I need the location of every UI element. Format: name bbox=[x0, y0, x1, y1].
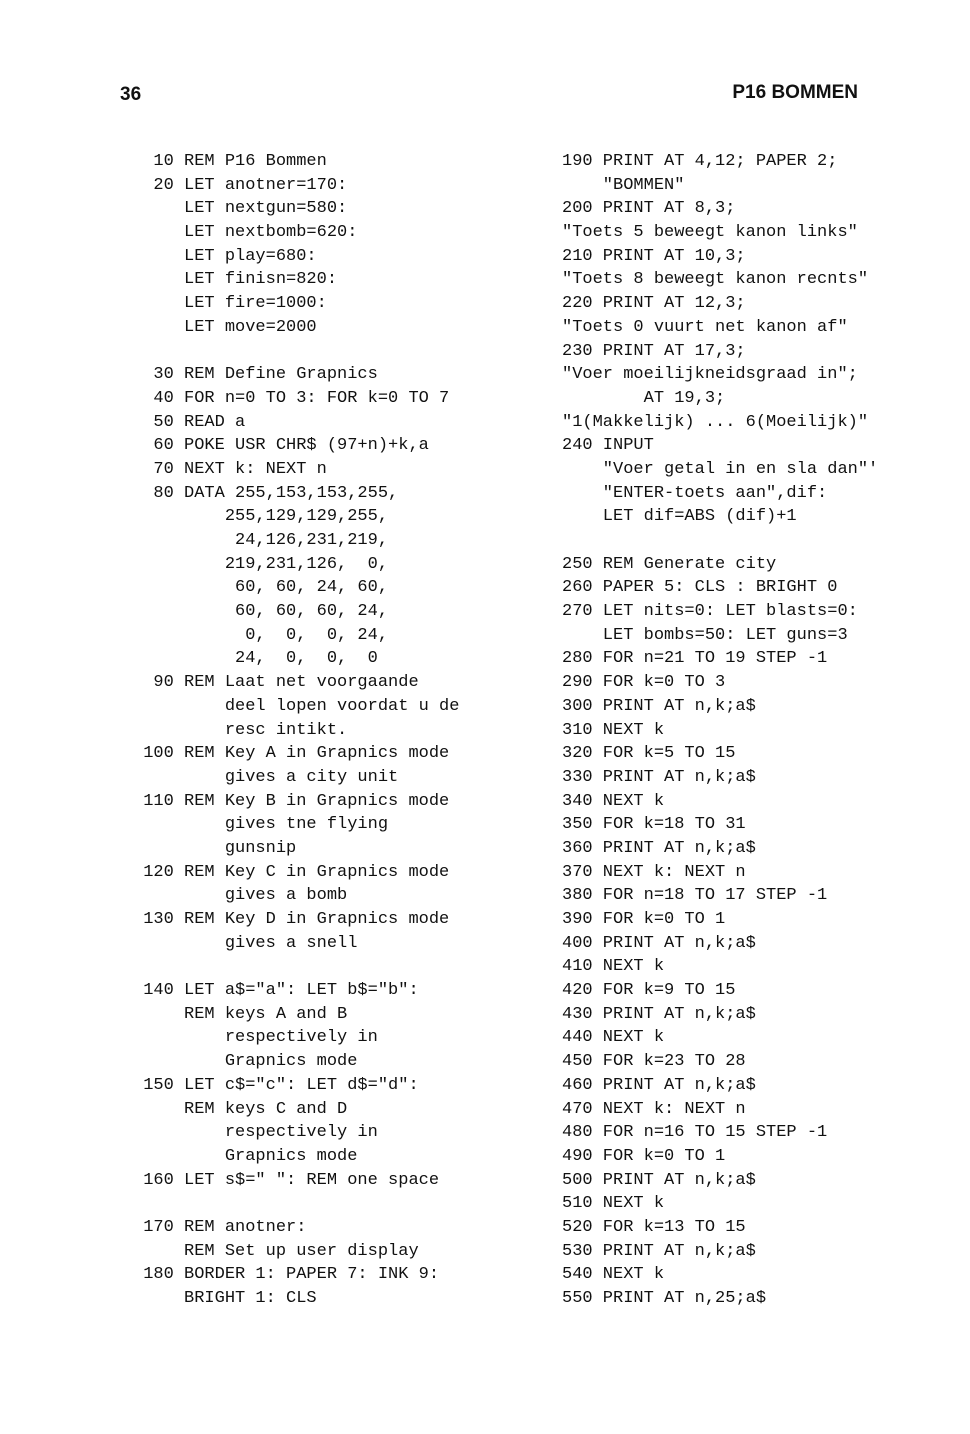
code-line: 480 FOR n=16 TO 15 STEP -1 bbox=[562, 1123, 828, 1143]
code-line: 60, 60, 60, 24, bbox=[133, 602, 389, 622]
code-line: 30 REM Define Grapnics bbox=[133, 365, 378, 385]
code-line: 420 FOR k=9 TO 15 bbox=[562, 981, 736, 1001]
code-line: 540 NEXT k bbox=[562, 1265, 665, 1285]
code-line: 340 NEXT k bbox=[562, 791, 665, 811]
code-line: 130 REM Key D in Grapnics mode bbox=[133, 910, 450, 929]
code-line: 490 FOR k=0 TO 1 bbox=[562, 1146, 726, 1166]
code-line: BRIGHT 1: CLS bbox=[133, 1289, 317, 1308]
code-line: gives a snell bbox=[133, 933, 358, 953]
code-line: 160 LET s$=" ": REM one space bbox=[133, 1170, 440, 1190]
code-line: 70 NEXT k: NEXT n bbox=[133, 459, 327, 479]
code-line: LET dif=ABS (dif)+1 bbox=[562, 507, 797, 527]
code-line bbox=[133, 955, 459, 979]
code-line bbox=[562, 529, 878, 553]
code-line: gunsnip bbox=[133, 838, 297, 858]
code-line: 20 LET anotner=170: bbox=[133, 175, 348, 195]
code-line: 24,126,231,219, bbox=[133, 531, 389, 550]
code-line: 220 PRINT AT 12,3; bbox=[562, 294, 746, 314]
code-line: REM keys C and D bbox=[133, 1099, 348, 1119]
code-line: 450 FOR k=23 TO 28 bbox=[562, 1052, 746, 1072]
code-line: deel lopen voordat u de bbox=[133, 696, 460, 716]
code-line: gives tne flying bbox=[133, 815, 389, 835]
code-line: 10 REM P16 Bommen bbox=[133, 152, 327, 171]
code-line: 60 POKE USR CHR$ (97+n)+k,a bbox=[133, 436, 429, 456]
listing-right-column bbox=[562, 150, 878, 1311]
code-line: 100 REM Key A in Grapnics mode bbox=[133, 744, 450, 764]
code-line: 240 INPUT bbox=[562, 436, 654, 456]
code-line: REM keys A and B bbox=[133, 1004, 348, 1024]
code-line: LET finisn=820: bbox=[133, 270, 338, 290]
code-line: 80 DATA 255,153,153,255, bbox=[133, 483, 399, 503]
code-line: "ENTER-toets aan",dif: bbox=[562, 483, 828, 503]
code-line: 270 LET nits=0: LET blasts=0: bbox=[562, 602, 858, 622]
code-line: 50 READ a bbox=[133, 412, 246, 432]
code-line: 550 PRINT AT n,25;a$ bbox=[562, 1289, 767, 1308]
code-line: Grapnics mode bbox=[133, 1146, 358, 1166]
code-line: Grapnics mode bbox=[133, 1052, 358, 1072]
code-line: gives a city unit bbox=[133, 767, 399, 787]
code-line: 60, 60, 24, 60, bbox=[133, 578, 389, 598]
code-line: 170 REM anotner: bbox=[133, 1217, 307, 1237]
code-line: 110 REM Key B in Grapnics mode bbox=[133, 791, 450, 811]
code-line: LET nextbomb=620: bbox=[133, 223, 358, 243]
program-title: P16 BOMMEN bbox=[732, 82, 858, 103]
code-line: LET move=2000 bbox=[133, 317, 317, 337]
code-line: LET play=680: bbox=[133, 246, 317, 266]
code-line: 0, 0, 0, 24, bbox=[133, 625, 389, 645]
code-line: 370 NEXT k: NEXT n bbox=[562, 862, 746, 882]
listing-left-column bbox=[133, 150, 459, 1311]
code-line: gives a bomb bbox=[133, 886, 348, 906]
code-line: 390 FOR k=0 TO 1 bbox=[562, 910, 726, 929]
code-line: "BOMMEN" bbox=[562, 175, 685, 195]
code-line: AT 19,3; bbox=[562, 388, 726, 408]
code-line: 120 REM Key C in Grapnics mode bbox=[133, 862, 450, 882]
code-line: 380 FOR n=18 TO 17 STEP -1 bbox=[562, 886, 828, 906]
code-line: REM Set up user display bbox=[133, 1241, 419, 1261]
code-line: 280 FOR n=21 TO 19 STEP -1 bbox=[562, 649, 828, 669]
code-line: 400 PRINT AT n,k;a$ bbox=[562, 933, 756, 953]
code-line: 470 NEXT k: NEXT n bbox=[562, 1099, 746, 1119]
page-number: 36 bbox=[120, 84, 142, 105]
code-line: 330 PRINT AT n,k;a$ bbox=[562, 767, 756, 787]
code-line: 510 NEXT k bbox=[562, 1194, 665, 1214]
code-line: 140 LET a$="a": LET b$="b": bbox=[133, 981, 419, 1001]
code-line: LET bombs=50: LET guns=3 bbox=[562, 625, 848, 645]
code-line: respectively in bbox=[133, 1028, 378, 1048]
code-line: 530 PRINT AT n,k;a$ bbox=[562, 1241, 756, 1261]
code-line: 350 FOR k=18 TO 31 bbox=[562, 815, 746, 835]
code-line bbox=[133, 1192, 459, 1216]
code-line: "Toets 8 beweegt kanon recnts" bbox=[562, 270, 869, 290]
code-line: 190 PRINT AT 4,12; PAPER 2; bbox=[562, 152, 838, 171]
code-line: 200 PRINT AT 8,3; bbox=[562, 199, 736, 219]
code-line: 440 NEXT k bbox=[562, 1028, 665, 1048]
code-line: 230 PRINT AT 17,3; bbox=[562, 341, 746, 361]
code-line: 460 PRINT AT n,k;a$ bbox=[562, 1075, 756, 1095]
code-line: 90 REM Laat net voorgaande bbox=[133, 673, 419, 693]
code-line: 310 NEXT k bbox=[562, 720, 665, 740]
code-line: respectively in bbox=[133, 1123, 378, 1143]
code-line: 219,231,126, 0, bbox=[133, 554, 389, 574]
code-line: 360 PRINT AT n,k;a$ bbox=[562, 838, 756, 858]
code-line: 255,129,129,255, bbox=[133, 507, 389, 527]
code-line bbox=[133, 340, 459, 364]
code-line: 250 REM Generate city bbox=[562, 554, 777, 574]
code-line: 320 FOR k=5 TO 15 bbox=[562, 744, 736, 764]
code-line: "Toets 5 beweegt kanon links" bbox=[562, 223, 858, 243]
code-line: 24, 0, 0, 0 bbox=[133, 649, 378, 669]
code-line: resc intikt. bbox=[133, 720, 348, 740]
code-line: LET nextgun=580: bbox=[133, 199, 348, 219]
code-line: 410 NEXT k bbox=[562, 957, 665, 977]
code-line: 150 LET c$="c": LET d$="d": bbox=[133, 1075, 419, 1095]
code-line: 290 FOR k=0 TO 3 bbox=[562, 673, 726, 693]
code-line: 180 BORDER 1: PAPER 7: INK 9: bbox=[133, 1265, 440, 1285]
code-line: 500 PRINT AT n,k;a$ bbox=[562, 1170, 756, 1190]
code-line: 260 PAPER 5: CLS : BRIGHT 0 bbox=[562, 578, 838, 598]
code-line: 210 PRINT AT 10,3; bbox=[562, 246, 746, 266]
code-line: 300 PRINT AT n,k;a$ bbox=[562, 696, 756, 716]
code-line: 520 FOR k=13 TO 15 bbox=[562, 1217, 746, 1237]
code-line: "Voer moeilijkneidsgraad in"; bbox=[562, 365, 858, 385]
code-line: 430 PRINT AT n,k;a$ bbox=[562, 1004, 756, 1024]
code-line: LET fire=1000: bbox=[133, 294, 327, 314]
code-line: "1(Makkelijk) ... 6(Moeilijk)" bbox=[562, 412, 869, 432]
code-line: "Toets 0 vuurt net kanon af" bbox=[562, 317, 848, 337]
code-line: 40 FOR n=0 TO 3: FOR k=0 TO 7 bbox=[133, 388, 450, 408]
code-line: "Voer getal in en sla dan"' bbox=[562, 459, 879, 479]
